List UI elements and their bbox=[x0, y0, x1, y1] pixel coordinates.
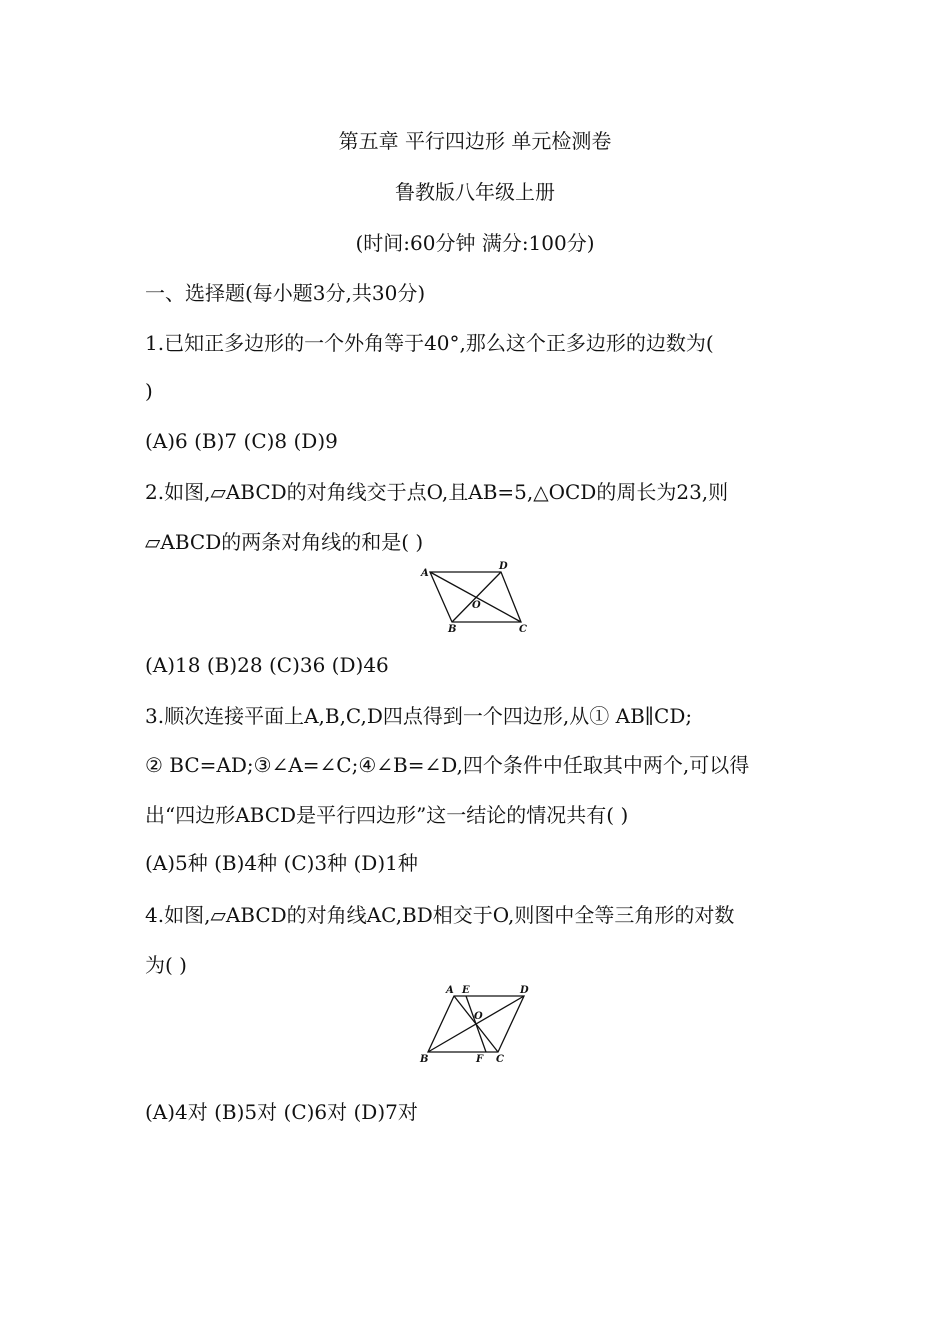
question-2-line-1: 2.如图,▱ABCD的对角线交于点O,且AB=5,△OCD的周长为23,则 bbox=[145, 480, 729, 504]
label-o: O bbox=[472, 600, 481, 611]
segment-ef bbox=[466, 996, 486, 1052]
label-e: E bbox=[462, 985, 470, 996]
label-f: F bbox=[476, 1054, 484, 1065]
question-2-line-2: ▱ABCD的两条对角线的和是( ) bbox=[145, 530, 424, 554]
exam-meta: (时间:60分钟 满分:100分) bbox=[355, 231, 595, 255]
diagonal-bd bbox=[452, 572, 501, 622]
question-3-line-3: 出“四边形ABCD是平行四边形”这一结论的情况共有( ) bbox=[145, 803, 629, 827]
question-3-line-2: ② BC=AD;③∠A=∠C;④∠B=∠D,四个条件中任取其中两个,可以得 bbox=[145, 753, 750, 777]
diagonal-ac bbox=[430, 572, 521, 622]
section-heading: 一、选择题(每小题3分,共30分) bbox=[145, 281, 426, 305]
label-b: B bbox=[448, 624, 457, 635]
parallelogram-figure-2 bbox=[414, 982, 539, 1067]
label-o: O bbox=[474, 1011, 483, 1022]
label-a: A bbox=[446, 985, 454, 996]
question-4-line-2: 为( ) bbox=[145, 953, 187, 977]
question-2-options: (A)18 (B)28 (C)36 (D)46 bbox=[145, 653, 389, 677]
question-1-options: (A)6 (B)7 (C)8 (D)9 bbox=[145, 429, 338, 453]
label-c: C bbox=[519, 624, 527, 635]
question-3-options: (A)5种 (B)4种 (C)3种 (D)1种 bbox=[145, 851, 418, 875]
question-4-line-1: 4.如图,▱ABCD的对角线AC,BD相交于O,则图中全等三角形的对数 bbox=[145, 903, 735, 927]
label-b: B bbox=[420, 1054, 429, 1065]
question-1-line-2: ) bbox=[145, 379, 153, 403]
parallelogram-figure-1 bbox=[418, 560, 533, 635]
question-1-line-1: 1.已知正多边形的一个外角等于40°,那么这个正多边形的边数为( bbox=[145, 331, 714, 355]
page-title: 第五章 平行四边形 单元检测卷 bbox=[338, 129, 612, 153]
question-4-options: (A)4对 (B)5对 (C)6对 (D)7对 bbox=[145, 1100, 418, 1124]
label-d: D bbox=[499, 561, 508, 572]
label-a: A bbox=[421, 568, 429, 579]
label-d: D bbox=[520, 985, 529, 996]
question-3-line-1: 3.顺次连接平面上A,B,C,D四点得到一个四边形,从① AB∥CD; bbox=[145, 704, 693, 728]
label-c: C bbox=[496, 1054, 504, 1065]
page-subtitle: 鲁教版八年级上册 bbox=[395, 180, 555, 204]
